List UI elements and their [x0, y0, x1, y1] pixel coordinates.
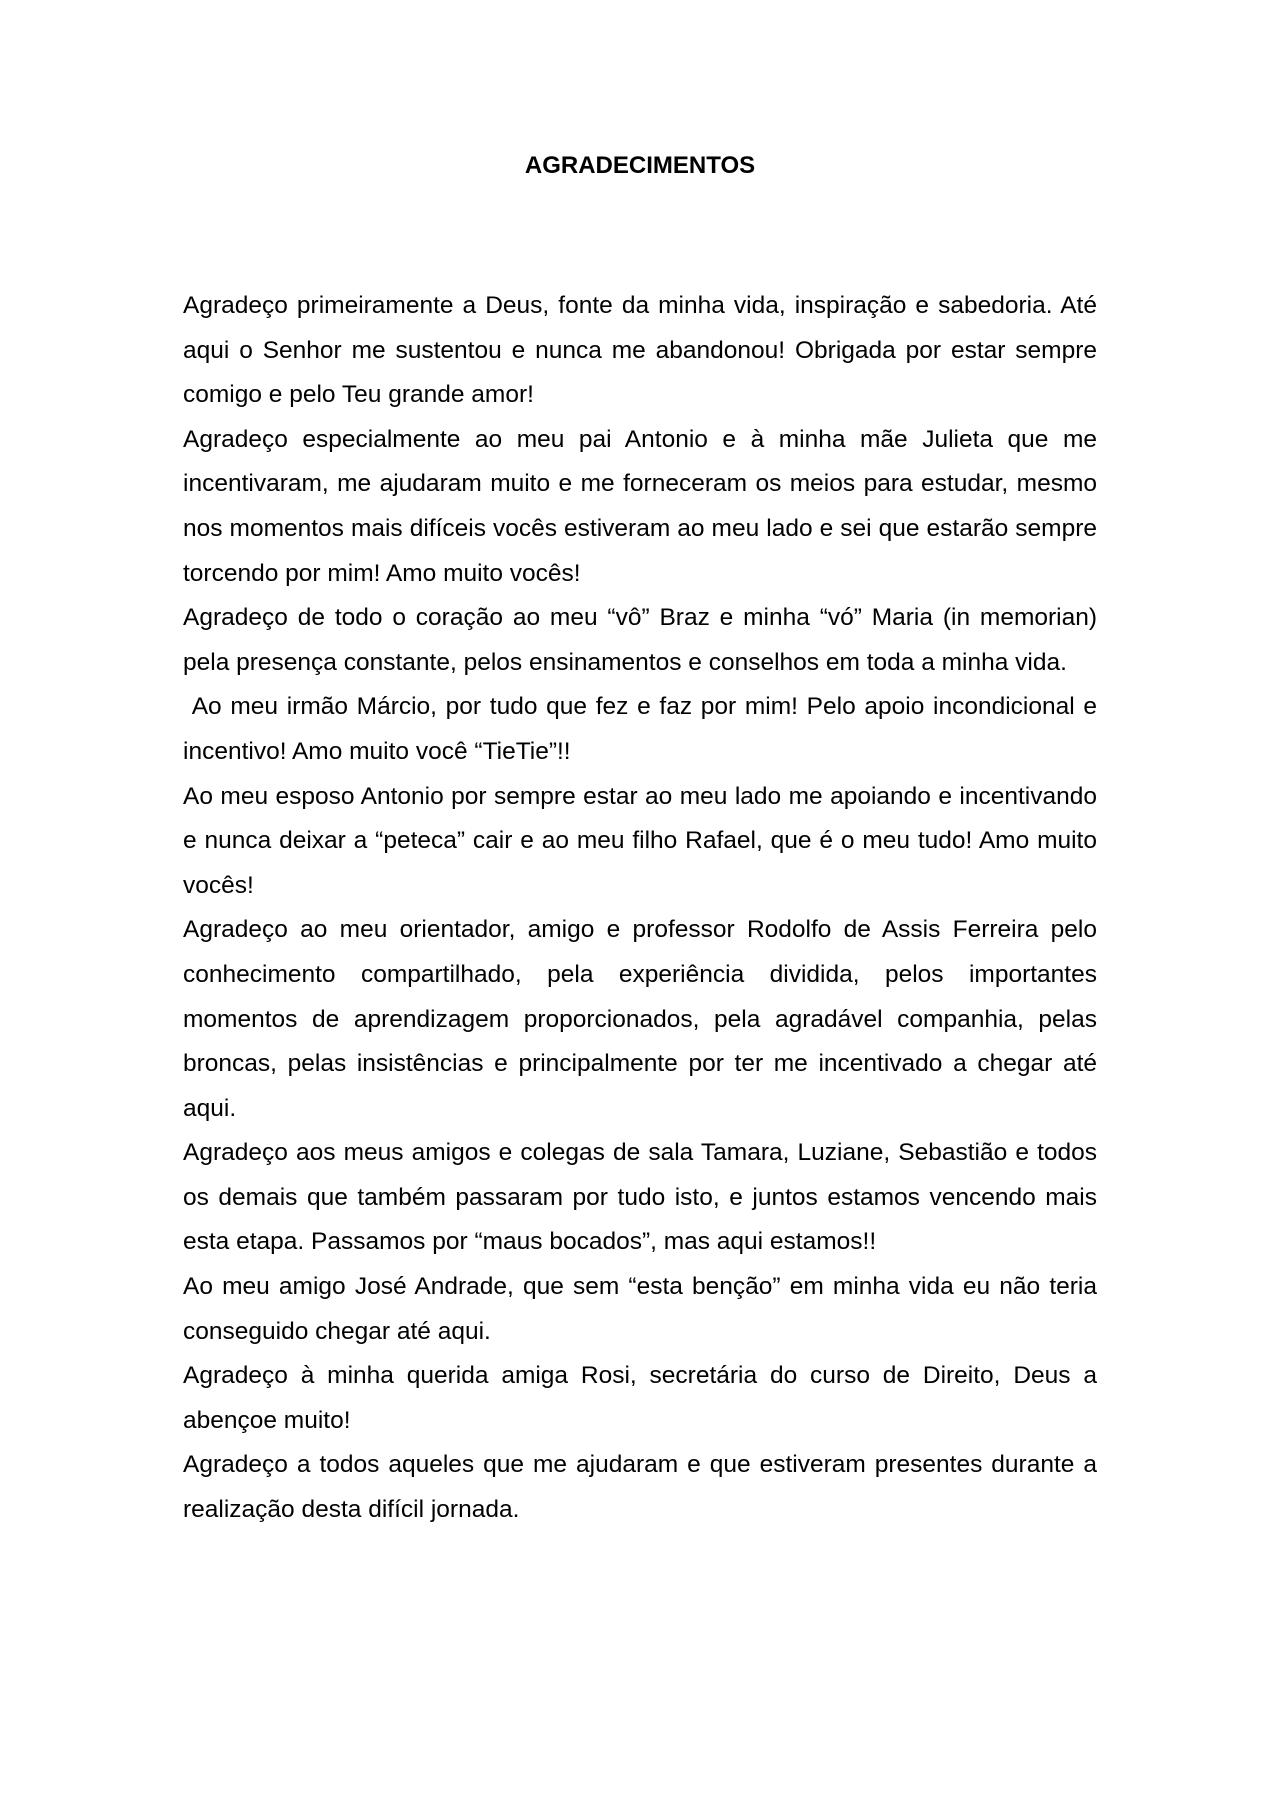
paragraph-grandparents: Agradeço de todo o coração ao meu “vô” Braz e minha “vó” Maria (in memorian) pela presença constante, pelos ensinamentos e conselhos em toda a minha vida.: [183, 604, 1097, 676]
paragraph-everyone: Agradeço a todos aqueles que me ajudaram e que estiveram presentes durante a realização desta difícil jornada.: [183, 1451, 1097, 1524]
paragraph-parents: Agradeço especialmente ao meu pai Antonio e à minha mãe Julieta que me incentivaram, me ajudaram muito e me forneceram os meios para estudar, mesmo nos momentos mais difíceis vocês estiveram ao meu lado e sei que estarão sempre torcendo por mim! Amo muito vocês!: [183, 425, 1097, 587]
paragraph-friend-jose: Ao meu amigo José Andrade, que sem “esta benção” em minha vida eu não teria conseguido chegar até aqui.: [183, 1273, 1097, 1345]
paragraph-classmates: Agradeço aos meus amigos e colegas de sala Tamara, Luziane, Sebastião e todos os demais que também passaram por tudo isto, e juntos estamos vencendo mais esta etapa. Passamos por “maus bocados”, mas aqui estamos!!: [183, 1139, 1097, 1256]
paragraph-husband-son: Ao meu esposo Antonio por sempre estar ao meu lado me apoiando e incentivando e nunca deixar a “peteca” cair e ao meu filho Rafael, que é o meu tudo! Amo muito vocês!: [183, 782, 1097, 899]
paragraph-god: Agradeço primeiramente a Deus, fonte da minha vida, inspiração e sabedoria. Até aqui o Senhor me sustentou e nunca me abandonou! Obrigada por estar sempre comigo e pelo Teu grande amor!: [183, 292, 1097, 409]
page-title: AGRADECIMENTOS: [524, 152, 756, 179]
paragraph-advisor: Agradeço ao meu orientador, amigo e professor Rodolfo de Assis Ferreira pelo conhecimento compartilhado, pela experiência dividida, pelos importantes momentos de aprendizagem proporcionados, pela agradável companhia, pelas broncas, pelas insistências e principalmente por ter me incentivado a chegar até aqui.: [183, 916, 1097, 1122]
paragraph-friend-rosi: Agradeço à minha querida amiga Rosi, secretária do curso de Direito, Deus a abençoe muito!: [183, 1362, 1097, 1434]
acknowledgements-body: [183, 284, 1104, 1533]
paragraph-brother: Ao meu irmão Márcio, por tudo que fez e faz por mim! Pelo apoio incondicional e incentivo! Amo muito você “TieTie”!!: [183, 693, 1104, 765]
